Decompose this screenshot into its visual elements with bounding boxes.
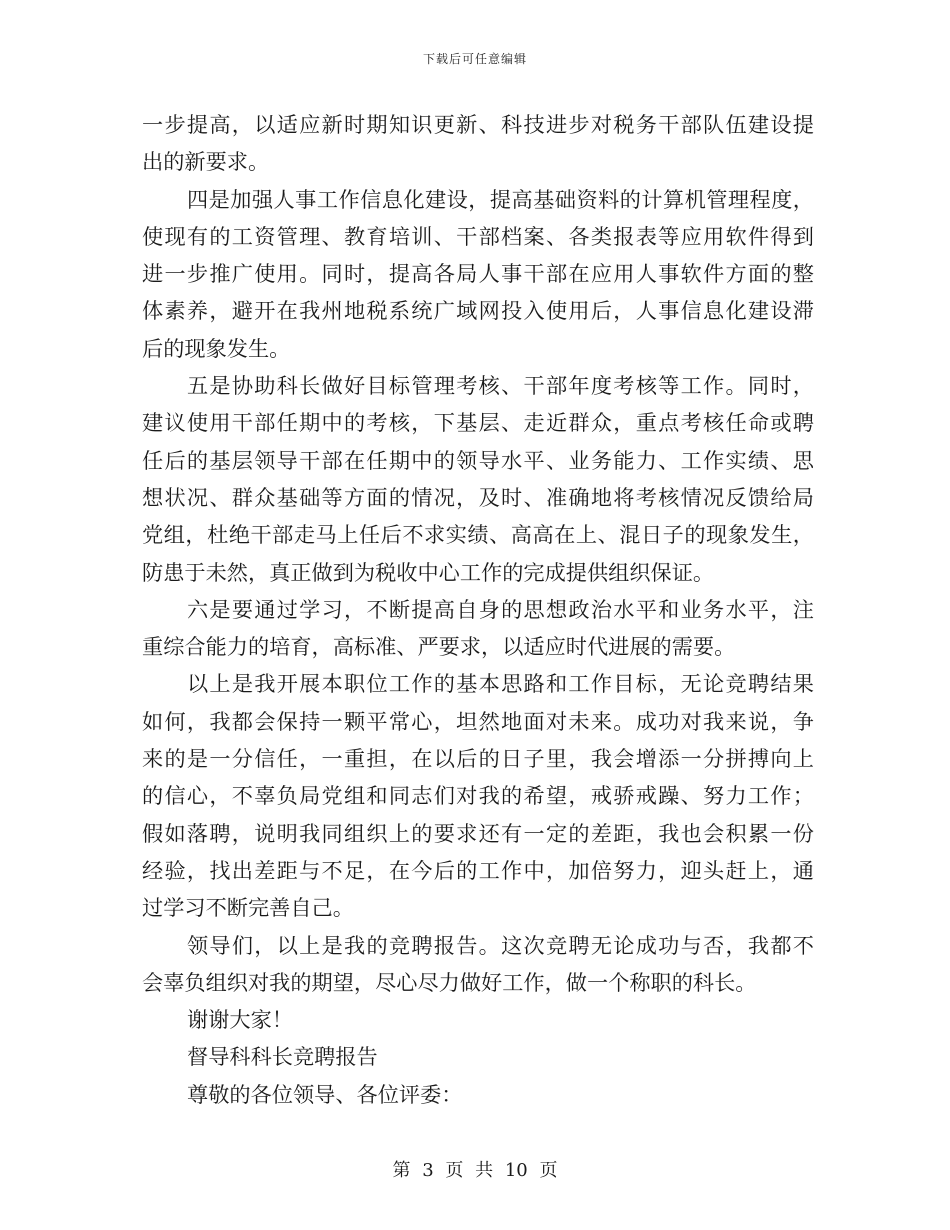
body-line: 一步提高，以适应新时期知识更新、科技进步对税务干部队伍建设提 <box>142 112 814 137</box>
body-line: 来的是一分信任，一重担，在以后的日子里，我会增添一分拼搏向上 <box>142 746 814 772</box>
body-line: 重综合能力的培育，高标准、严要求，以适应时代进展的需要。 <box>142 634 736 660</box>
page-header: 下载后可任意编辑 <box>422 52 527 66</box>
body-line: 使现有的工资管理、教育培训、干部档案、各类报表等应用软件得到 <box>142 223 814 249</box>
body-line: 以上是我开展本职位工作的基本思路和工作目标，无论竞聘结果 <box>187 671 814 697</box>
document-body <box>142 106 814 1113</box>
body-line: 的信心，不辜负局党组和同志们对我的希望，戒骄戒躁、努力工作； <box>142 783 814 809</box>
body-line: 谢谢大家！ <box>187 1007 293 1033</box>
page-footer: 第 3 页 共 10 页 <box>392 1160 558 1181</box>
body-line: 如何，我都会保持一颗平常心，坦然地面对未来。成功对我来说，争 <box>142 708 814 734</box>
body-line: 后的现象发生。 <box>142 335 291 361</box>
body-line: 假如落聘，说明我同组织上的要求还有一定的差距，我也会积累一份 <box>142 820 814 846</box>
body-line: 五是协助科长做好目标管理考核、干部年度考核等工作。同时， <box>187 373 814 399</box>
body-line: 经验，找出差距与不足，在今后的工作中，加倍努力，迎头赶上，通 <box>142 857 814 883</box>
body-line: 进一步推广使用。同时，提高各局人事干部在应用人事软件方面的整 <box>142 261 814 287</box>
body-line: 督导科科长竞聘报告 <box>187 1044 378 1070</box>
body-line: 任后的基层领导干部在任期中的领导水平、业务能力、工作实绩、思 <box>142 447 814 473</box>
body-line: 过学习不断完善自己。 <box>142 895 354 921</box>
body-line: 出的新要求。 <box>142 149 270 175</box>
body-line: 六是要通过学习，不断提高自身的思想政治水平和业务水平，注 <box>187 596 814 622</box>
body-line: 领导们，以上是我的竞聘报告。这次竞聘无论成功与否，我都不 <box>187 932 814 958</box>
body-line: 体素养，避开在我州地税系统广域网投入使用后，人事信息化建设滞 <box>142 298 814 324</box>
body-line: 防患于未然，真正做到为税收中心工作的完成提供组织保证。 <box>142 559 715 585</box>
body-line: 会辜负组织对我的期望，尽心尽力做好工作，做一个称职的科长。 <box>142 969 757 995</box>
body-line: 四是加强人事工作信息化建设，提高基础资料的计算机管理程度， <box>187 186 814 212</box>
body-line: 尊敬的各位领导、各位评委： <box>187 1081 463 1107</box>
body-line: 党组，杜绝干部走马上任后不求实绩、高高在上、混日子的现象发生， <box>142 522 814 548</box>
body-line: 想状况、群众基础等方面的情况，及时、准确地将考核情况反馈给局 <box>142 484 814 510</box>
body-line: 建议使用干部任期中的考核，下基层、走近群众，重点考核任命或聘 <box>142 410 814 436</box>
